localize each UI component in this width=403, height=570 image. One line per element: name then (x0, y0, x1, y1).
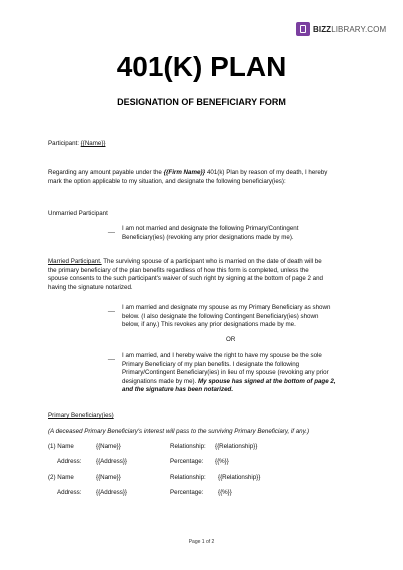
primary-beneficiaries-heading: Primary Beneficiary(ies) (48, 412, 114, 419)
primary-beneficiaries-note: (A deceased Primary Beneficiary's interest will pass to the surviving Primary Beneficiary, if any.) (48, 428, 310, 435)
document-icon (296, 22, 310, 36)
married-option-a-text: I am married and designate my spouse as my Primary Beneficiary as shown below. (I also designate the following Contingent Beneficiary(ies) shown below, if any.) This revokes any prior designations made by me. (122, 304, 331, 329)
brand-logo (296, 22, 386, 36)
beneficiary-1-address-label: Address: (57, 458, 82, 465)
beneficiary-1-relationship-label: Relationship: (170, 443, 206, 450)
unmarried-checkbox-blank[interactable]: __ (108, 226, 115, 233)
brand-name: BIZZLIBRARY.COM (313, 24, 387, 34)
page-subtitle: DESIGNATION OF BENEFICIARY FORM (117, 97, 286, 107)
married-option-b-blank[interactable]: __ (108, 353, 115, 360)
beneficiary-1-percentage-field[interactable]: {{%}} (215, 458, 229, 465)
married-paragraph: Married Participant. The surviving spouse of a participant who is married on the date of death will be the primary beneficiary of the plan benefits regardless of how this form is completed, unless the spouse consents to the such participant's waiver of such right by signing at the bottom of page 2 and having the signature notarized. (48, 258, 323, 291)
beneficiary-2-address-field[interactable]: {{Address}} (96, 489, 127, 496)
married-option-a-blank[interactable]: __ (108, 305, 115, 312)
beneficiary-2-name-field[interactable]: {{Name}} (96, 474, 121, 481)
beneficiary-1-percentage-label: Percentage: (170, 458, 204, 465)
beneficiary-1-number: (1) Name (48, 443, 74, 450)
unmarried-option-text: I am not married and designate the following Primary/Contingent Beneficiary(ies) (revoking any prior designations made by me). (122, 225, 299, 241)
page-title: 401(K) PLAN (116, 51, 287, 82)
unmarried-heading: Unmarried Participant (48, 210, 108, 217)
regarding-paragraph: Regarding any amount payable under the {{Firm Name}} 401(k) Plan by reason of my death, I hereby mark the option applicable to my situation, and designate the following beneficiary(ies): (48, 169, 328, 185)
firm-name-field[interactable]: {{Firm Name}} (163, 169, 206, 176)
beneficiary-2-relationship-field[interactable]: {{Relationship}} (218, 474, 261, 481)
beneficiary-1-address-field[interactable]: {{Address}} (96, 458, 127, 465)
or-separator: OR (226, 336, 236, 343)
beneficiary-1-name-field[interactable]: {{Name}} (96, 443, 121, 450)
beneficiary-2-address-label: Address: (57, 489, 82, 496)
beneficiary-2-number: (2) Name (48, 474, 74, 481)
beneficiary-1-relationship-field[interactable]: {{Relationship}} (215, 443, 258, 450)
married-option-b-text: I am married, and I hereby waive the right to have my spouse be the sole Primary Beneficiary of my plan benefits. I designate the following Primary/Contingent Beneficiary(ies) in lieu of my spouse (revoking any prior designations made by me). My spouse has signed at the bottom of page 2, and the signature has been notarized. (122, 352, 336, 394)
beneficiary-2-relationship-label: Relationship: (170, 474, 206, 481)
beneficiary-2-percentage-label: Percentage: (170, 489, 204, 496)
beneficiary-2-percentage-field[interactable]: {{%}} (218, 489, 232, 496)
participant-name-field[interactable]: {{Name}} (80, 140, 106, 147)
participant-line: Participant: {{Name}} (48, 140, 106, 147)
page-number: Page 1 of 2 (188, 539, 215, 545)
